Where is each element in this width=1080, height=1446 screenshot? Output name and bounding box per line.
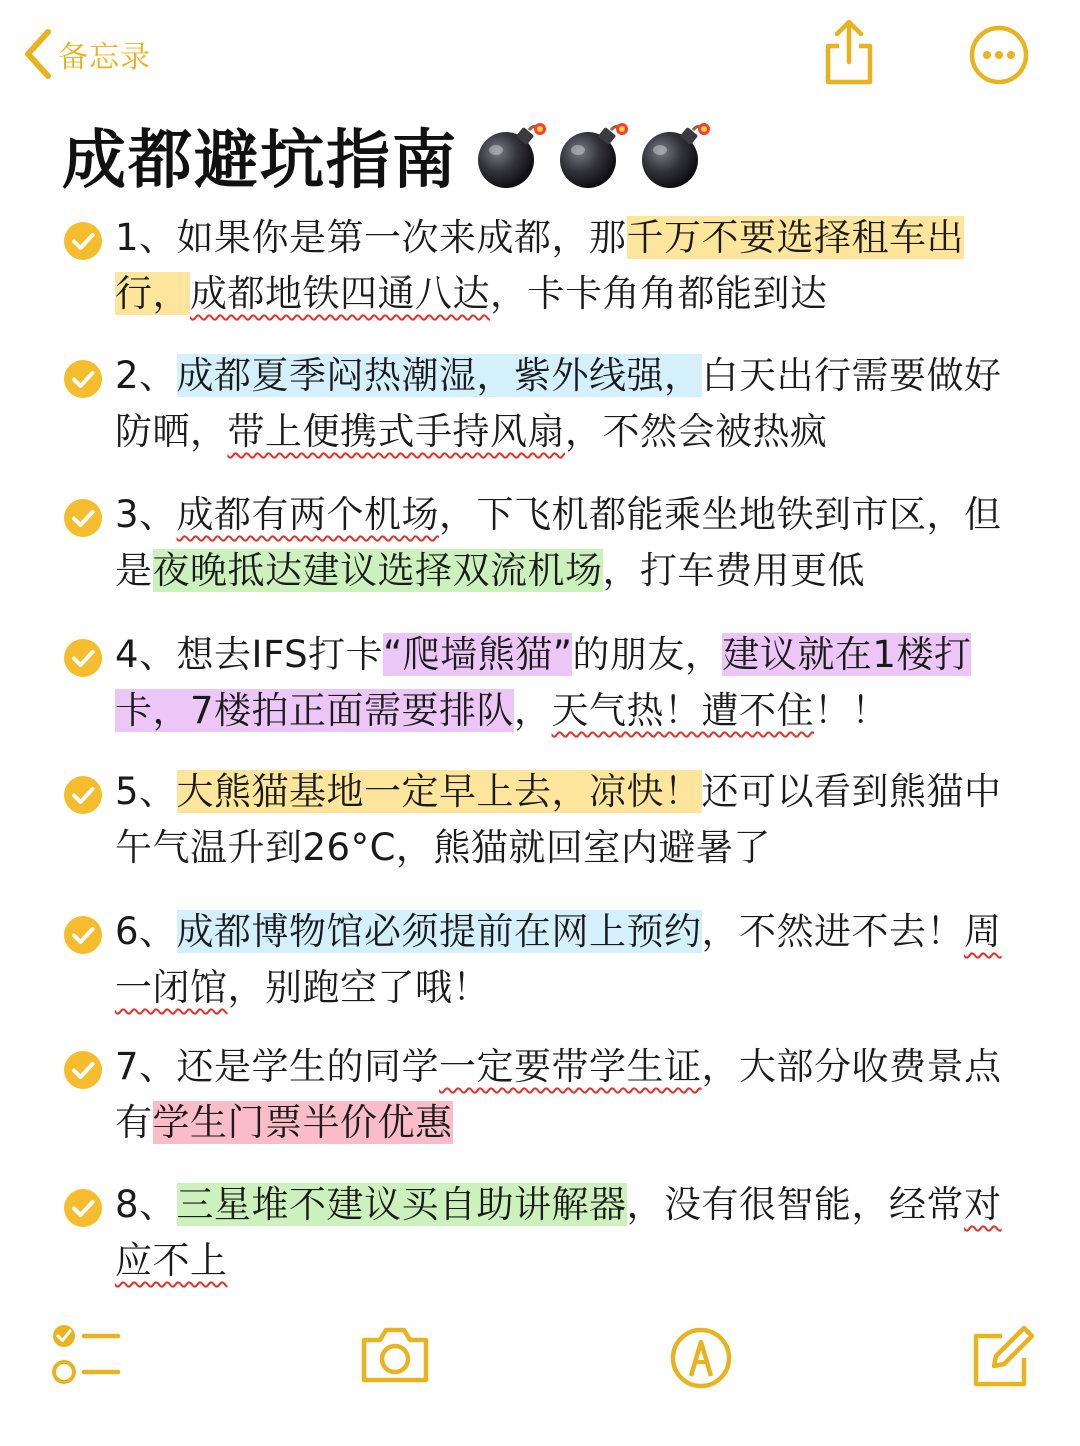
bomb-emoji-icon <box>474 120 550 190</box>
checkmark-circle-icon[interactable] <box>63 221 103 261</box>
checklist-item-text[interactable] <box>115 487 1035 599</box>
note-title-row <box>62 110 720 200</box>
text-segment: 还可以看到熊猫中午气温升到26°C，熊猫就回室内避暑了 <box>115 770 1002 869</box>
navigation-bar <box>0 0 1080 105</box>
more-options-button[interactable] <box>968 24 1030 86</box>
wavy-underlined-text: 天气热！遭不住 <box>551 689 815 732</box>
text-segment: 的朋友， <box>572 633 723 676</box>
compose-icon <box>968 1318 1034 1392</box>
text-segment: 2、 <box>115 354 177 397</box>
compose-button[interactable] <box>968 1318 1034 1408</box>
wavy-underlined-text: 成都地铁四通八达 <box>190 272 490 315</box>
text-segment: ，打车费用更低 <box>602 549 865 592</box>
checkmark-circle-icon[interactable] <box>63 1050 103 1090</box>
checklist-item-text[interactable] <box>115 627 1035 739</box>
checkmark-circle-icon[interactable] <box>63 775 103 815</box>
checklist-item-text[interactable] <box>115 1177 1035 1289</box>
highlighted-text-green: 夜晚抵达建议选择双流机场 <box>152 549 603 592</box>
text-segment: 5、 <box>115 770 177 813</box>
checklist-item-text[interactable] <box>115 1039 1035 1151</box>
checkmark-circle-icon[interactable] <box>63 359 103 399</box>
checkmark-circle-icon[interactable] <box>63 498 103 538</box>
note-title[interactable]: 成都避坑指南 <box>62 124 458 198</box>
wavy-underlined-text: 带上便携式手持风扇 <box>227 410 565 453</box>
highlighted-text-pink: 学生门票半价优惠 <box>152 1101 453 1144</box>
checkmark-circle-icon[interactable] <box>63 638 103 678</box>
bottom-toolbar <box>0 1318 1080 1418</box>
markup-pen-icon <box>666 1318 736 1392</box>
text-segment: ！！ <box>814 689 890 732</box>
text-segment: 4、想去IFS打卡 <box>115 633 384 676</box>
highlighted-text-purple: 建议就在1楼打卡，7楼拍正面需要排队 <box>115 633 972 732</box>
markup-button[interactable] <box>666 1318 736 1408</box>
wavy-underlined-text: 周一闭馆 <box>115 910 1002 1009</box>
text-segment: 1、如果你是第一次来成都，那 <box>115 216 627 259</box>
highlighted-text-yellow: 千万不要选择租车出行， <box>115 216 965 315</box>
text-segment: ，不然会被热疯 <box>565 410 828 453</box>
wavy-underlined-text: 成都有两个机场 <box>176 493 440 536</box>
checklist-item-text[interactable] <box>115 764 1035 876</box>
bomb-emoji-icon <box>556 120 632 190</box>
text-segment: ，没有很智能，经常 <box>626 1183 965 1226</box>
highlighted-text-blue: 成都夏季闷热潮湿，紫外线强， <box>176 354 702 397</box>
text-segment: ，大部分收费景点有 <box>115 1045 1002 1144</box>
text-segment: 白天出行需要做好防晒， <box>115 354 1002 453</box>
text-segment: ，别跑空了哦！ <box>227 966 490 1009</box>
share-button[interactable] <box>818 18 878 86</box>
text-segment: 6、 <box>115 910 177 953</box>
chevron-left-icon <box>22 28 54 80</box>
highlighted-text-green: 三星堆不建议买自助讲解器 <box>176 1183 627 1226</box>
checkmark-circle-icon[interactable] <box>63 1188 103 1228</box>
back-button-label: 备忘录 <box>58 40 151 75</box>
text-segment: ，不然进不去！ <box>701 910 965 953</box>
text-segment: ，下飞机都能乘坐地铁到市区，但是 <box>115 493 1002 592</box>
checkmark-circle-icon[interactable] <box>63 915 103 955</box>
checklist-item-text[interactable] <box>115 210 1035 322</box>
bomb-emojis <box>474 120 720 190</box>
checklist-item-text[interactable] <box>115 348 1035 460</box>
wavy-underlined-text: 对应不上 <box>115 1183 1002 1282</box>
wavy-underlined-text: 一定要带学生证 <box>439 1045 702 1088</box>
text-segment: 8、 <box>115 1183 177 1226</box>
text-segment: ， <box>514 689 552 732</box>
bomb-emoji-icon <box>638 120 714 190</box>
text-segment: 3、 <box>115 493 177 536</box>
highlighted-text-yellow: 大熊猫基地一定早上去，凉快！ <box>176 770 702 813</box>
highlighted-text-purple: “爬墙熊猫” <box>383 633 573 676</box>
checklist-item-text[interactable] <box>115 904 1035 1016</box>
camera-button[interactable] <box>356 1318 434 1408</box>
text-segment: ，卡卡角角都能到达 <box>490 272 828 315</box>
camera-icon <box>356 1318 434 1392</box>
share-icon <box>818 18 878 86</box>
more-icon <box>968 24 1030 86</box>
back-button[interactable] <box>22 28 151 80</box>
text-segment: 7、还是学生的同学 <box>115 1045 440 1088</box>
checklist-button[interactable] <box>48 1318 124 1408</box>
checklist-icon <box>48 1318 124 1392</box>
highlighted-text-blue: 成都博物馆必须提前在网上预约 <box>176 910 702 953</box>
